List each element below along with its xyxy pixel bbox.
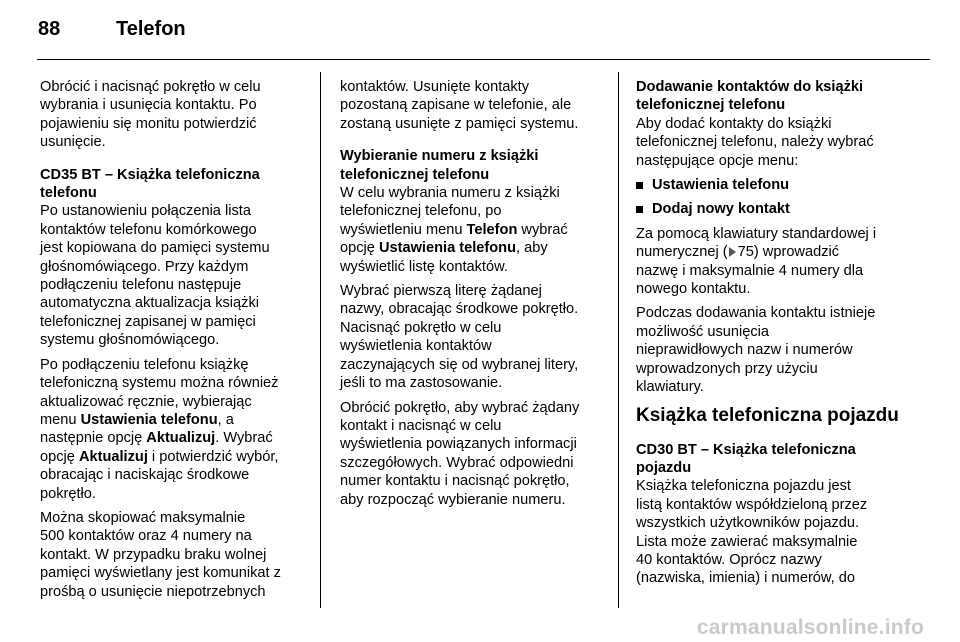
text-line: głośnomówiącego. Przy każdym (40, 258, 249, 275)
text-line: jeśli to ma zastosowanie. (340, 375, 503, 392)
text-line: Aby dodać kontakty do książki (636, 115, 832, 132)
text-fragment: , aby (516, 240, 548, 257)
text-line: Po podłączeniu telefonu książkę (40, 356, 249, 373)
text-line: kontaktów telefonu komórkowego (40, 221, 257, 238)
heading-line: CD35 BT – Książka telefoniczna (40, 166, 260, 183)
text-fragment: opcję (40, 448, 79, 465)
square-bullet-icon (636, 206, 643, 213)
paragraph-manual-update (40, 356, 312, 503)
heading-line: Wybieranie numeru z książki (340, 148, 539, 165)
heading-add-contacts (636, 78, 908, 115)
paragraph-delete-wrong-entries (636, 304, 908, 396)
paragraph-select-contact (340, 399, 612, 509)
text-line: telefonicznej zapisanej w pamięci (40, 313, 256, 330)
heading-cd35-phonebook (40, 166, 312, 203)
text-line: kontakt i nacisnąć w celu (340, 417, 502, 434)
text-fragment: numerycznej ( (636, 244, 728, 261)
paragraph-capacity (40, 509, 312, 601)
text-line: następujące opcje menu: (636, 152, 799, 169)
text-line: Wybrać pierwszą literę żądanej (340, 283, 542, 300)
text-line: numer kontaktu i nacisnąć pokrętło, (340, 473, 570, 490)
menu-item-phone-settings (636, 176, 908, 194)
square-bullet-icon (636, 182, 643, 189)
text-line: Podczas dodawania kontaktu istnieje (636, 305, 876, 322)
text-line: szczegółowych. Wybrać odpowiedni (340, 454, 574, 471)
text-line: aby rozpocząć wybieranie numeru. (340, 491, 566, 508)
text-line: systemu głośnomówiącego. (40, 332, 220, 349)
text-line (40, 429, 312, 447)
text-line: wyświetlenia kontaktów (340, 338, 492, 355)
paragraph-auto-update (40, 202, 312, 349)
text-line: Można skopiować maksymalnie (40, 509, 246, 526)
text-line: możliwość usunięcia (636, 323, 770, 340)
page-reference-icon (729, 247, 736, 257)
text-line: W celu wybrania numeru z książki (340, 185, 560, 202)
column-2 (340, 78, 612, 515)
text-line: (nazwiska, imienia) i numerów, do (636, 570, 855, 587)
paragraph-delete-contact (40, 78, 312, 152)
menu-term: Ustawienia telefonu (80, 411, 218, 428)
text-line: wyświetlenia powiązanych informacji (340, 436, 577, 453)
menu-term: Aktualizuj (78, 448, 148, 465)
paragraph-open-contacts (340, 184, 612, 276)
text-line: telefonicznej telefonu, należy wybrać (636, 134, 874, 151)
heading-vehicle-phonebook: Książka telefoniczna pojazdu (636, 404, 899, 426)
paragraph-keyboard-entry (636, 225, 908, 299)
heading-line: pojazdu (636, 459, 692, 476)
text-line: listą kontaktów współdzieloną przez (636, 496, 868, 513)
text-line: telefoniczną systemu można również (40, 375, 279, 392)
text-fragment: . Wybrać (215, 430, 273, 447)
text-line: podłączeniu telefonu następuje (40, 277, 242, 294)
heading-cd30-phonebook (636, 441, 908, 478)
header-rule (37, 59, 930, 60)
watermark: carmanualsonline.info (696, 616, 924, 639)
text-line: nazwy, obracając środkowe pokrętło. (340, 301, 579, 318)
column-divider-2 (618, 72, 619, 608)
text-line: klawiatury. (636, 379, 704, 396)
text-fragment: następnie opcję (40, 430, 147, 447)
heading-line: telefonicznej telefonu (636, 97, 786, 114)
text-line: pojawieniu się monitu potwierdzić (40, 115, 257, 132)
text-line: kontakt. W przypadku braku wolnej (40, 546, 267, 563)
menu-item-add-new-contact (636, 200, 908, 218)
menu-term: Telefon (466, 221, 518, 238)
text-line (340, 239, 612, 257)
menu-term: Aktualizuj (146, 430, 216, 447)
paragraph-add-intro (636, 115, 908, 170)
text-line: Za pomocą klawiatury standardowej i (636, 225, 877, 242)
text-line: Obrócić pokrętło, aby wybrać żądany (340, 399, 580, 416)
text-line (40, 411, 312, 429)
text-fragment: 75) wprowadzić (737, 244, 840, 261)
text-line (636, 243, 908, 261)
column-divider-1 (320, 72, 321, 608)
paragraph-vehicle-phonebook (636, 477, 908, 587)
text-fragment: wyświetleniu menu (340, 221, 467, 238)
text-line: Obrócić i nacisnąć pokrętło w celu (40, 79, 261, 95)
text-line: usunięcie. (40, 134, 106, 151)
menu-item-label: Ustawienia telefonu (652, 177, 790, 194)
text-line: Nacisnąć pokrętło w celu (340, 319, 502, 336)
text-line: telefonicznej telefonu, po (340, 203, 502, 220)
text-line: kontaktów. Usunięte kontakty (340, 79, 530, 95)
text-line: Książka telefoniczna pojazdu jest (636, 478, 851, 495)
text-line: pozostaną zapisane w telefonie, ale (340, 97, 572, 114)
text-line: zaczynających się od wybranej litery, (340, 356, 579, 373)
text-line: prośbą o usunięcie niepotrzebnych (40, 583, 266, 600)
heading-line: telefonu (40, 185, 97, 202)
text-fragment: i potwierdzić wybór, (147, 448, 279, 465)
text-fragment: menu (40, 411, 81, 428)
text-fragment: opcję (340, 240, 379, 257)
text-line: nowego kontaktu. (636, 281, 751, 298)
menu-item-label: Dodaj nowy kontakt (652, 201, 790, 218)
heading-line: telefonicznej telefonu (340, 166, 490, 183)
text-fragment: wybrać (517, 221, 568, 238)
text-line: jest kopiowana do pamięci systemu (40, 240, 270, 257)
text-line: wszystkich użytkowników pojazdu. (636, 515, 860, 532)
text-line: obracając i naciskając środkowe (40, 467, 250, 484)
column-3 (636, 78, 908, 594)
text-line: nazwę i maksymalnie 4 numery dla (636, 262, 864, 279)
menu-term: Ustawienia telefonu (378, 240, 516, 257)
section-title: Telefon (116, 18, 186, 40)
text-line: Lista może zawierać maksymalnie (636, 533, 858, 550)
text-line: pokrętło. (40, 485, 96, 502)
text-line (340, 221, 612, 239)
text-line: wyświetlić listę kontaktów. (340, 258, 508, 275)
text-line: automatyczna aktualizacja książki (40, 295, 260, 312)
page-number: 88 (38, 18, 61, 40)
heading-dial-from-phonebook (340, 147, 612, 184)
text-line: wybrania i usunięcia kontaktu. Po (40, 97, 257, 114)
text-line: zostaną usunięte z pamięci systemu. (340, 115, 579, 132)
paragraph-first-letter (340, 282, 612, 392)
paragraph-deleted-contacts (340, 78, 612, 133)
text-line: pamięci wyświetlany jest komunikat z (40, 565, 281, 582)
text-fragment: , a (217, 411, 234, 428)
text-line: wprowadzonych przy użyciu (636, 360, 818, 377)
text-line: Po ustanowieniu połączenia lista (40, 203, 251, 220)
text-line (40, 448, 312, 466)
heading-line: Dodawanie kontaktów do książki (636, 79, 864, 95)
text-line: nieprawidłowych nazw i numerów (636, 342, 853, 359)
text-line: 40 kontaktów. Oprócz nazwy (636, 551, 822, 568)
text-line: aktualizować ręcznie, wybierając (40, 393, 252, 410)
text-line: 500 kontaktów oraz 4 numery na (40, 528, 252, 545)
heading-line: CD30 BT – Książka telefoniczna (636, 441, 856, 458)
column-1 (40, 78, 312, 607)
